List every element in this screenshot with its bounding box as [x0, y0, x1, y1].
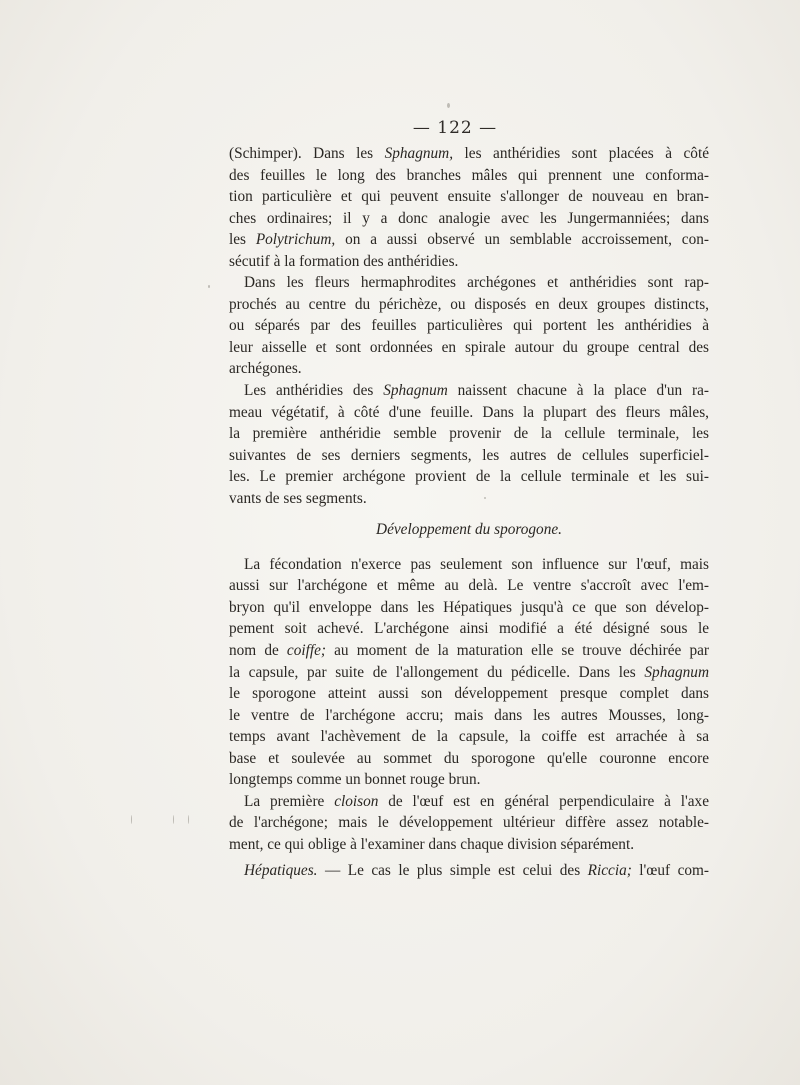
text-line: base et soulevée au sommet du sporogone qu'elle couronne encore: [229, 749, 709, 767]
text-run: La première: [244, 792, 335, 810]
text-line: La fécondation n'exerce pas seulement son influence sur l'œuf, mais: [244, 555, 709, 573]
text-line: archégones.: [229, 360, 302, 378]
text-run: de l'œuf est en général perpendiculaire à l'axe: [378, 792, 709, 810]
speck: [484, 497, 486, 499]
speck: [188, 815, 189, 824]
italic-term: Hépatiques.: [244, 861, 318, 879]
text-line: Dans les fleurs hermaphrodites archégones et anthéridies sont rap-: [244, 274, 709, 292]
text-line: [229, 143, 709, 165]
section-heading: Développement du sporogone.: [376, 521, 562, 539]
body-text: [229, 143, 709, 881]
text-line: [229, 662, 709, 684]
italic-term: Sphagnum,: [384, 145, 454, 162]
text-line: la première anthéridie semble provenir de la cellule terminale, les: [229, 425, 709, 443]
speck: [131, 815, 132, 824]
speck: [173, 815, 174, 824]
text-run: les anthéridies sont placées à côté: [453, 145, 709, 162]
text-run: naissent chacune à la place d'un ra-: [447, 382, 709, 400]
text-line: ment, ce qui oblige à l'examiner dans chaque division séparément.: [229, 835, 635, 853]
italic-term: cloison: [334, 792, 379, 810]
text-line: tion particulière et qui peuvent ensuite s'allonger de nouveau en bran-: [229, 188, 709, 206]
text-line: prochés au centre du périchèze, ou disposés en deux groupes distincts,: [229, 295, 709, 313]
text-line: pement soit achevé. L'archégone ainsi modifié a été désigné sous le: [229, 620, 709, 638]
italic-term: Sphagnum: [644, 663, 709, 681]
page-number: — 122 —: [412, 118, 498, 138]
text-run: (Schimper). Dans les: [229, 145, 385, 162]
italic-term: Sphagnum: [383, 382, 448, 400]
text-run: l'œuf com-: [631, 861, 710, 879]
text-line: [229, 380, 709, 402]
text-line: sécutif à la formation des anthéridies.: [229, 252, 459, 270]
speck: [208, 285, 210, 288]
text-line: [229, 640, 709, 662]
text-line: meau végétatif, à côté d'une feuille. Dans la plupart des fleurs mâles,: [229, 403, 709, 421]
text-run: la capsule, par suite de l'allongement du pédicelle. Dans les: [229, 663, 645, 681]
text-run: les: [229, 231, 256, 249]
text-run: au moment de la maturation elle se trouve déchirée par: [326, 642, 709, 660]
italic-term: coiffe;: [286, 642, 326, 660]
text-line: bryon qu'il enveloppe dans les Hépatiques jusqu'à ce que son dévelop-: [229, 598, 709, 616]
text-line: ou séparés par des feuilles particulières qui portent les anthéridies à: [229, 317, 709, 335]
text-line: longtemps comme un bonnet rouge brun.: [229, 771, 481, 789]
text-line: vants de ses segments.: [229, 489, 367, 507]
text-line: de l'archégone; mais le développement ultérieur diffère assez notable-: [229, 814, 709, 832]
text-line: suivantes de ses derniers segments, les autres de cellules superficiel-: [229, 446, 709, 464]
italic-term: Riccia;: [587, 861, 632, 879]
italic-term: Polytrichum,: [255, 231, 336, 249]
text-line: le ventre de l'archégone accru; mais dans les autres Mousses, long-: [229, 706, 709, 724]
text-line: des feuilles le long des branches mâles qui prennent une conforma-: [229, 166, 709, 184]
text-line: temps avant l'achèvement de la capsule, la coiffe est arrachée à sa: [229, 728, 709, 746]
text-line: les. Le premier archégone provient de la cellule terminale et les sui-: [229, 468, 709, 486]
text-line: [229, 791, 709, 813]
text-line: le sporogone atteint aussi son développement presque complet dans: [229, 685, 709, 703]
text-run: Les anthéridies des: [244, 382, 384, 400]
text-run: on a aussi observé un semblable accroissement, con-: [335, 231, 709, 249]
text-line: ches ordinaires; il y a donc analogie avec les Jungermanniées; dans: [229, 209, 709, 227]
text-line: [229, 860, 709, 882]
speck: [447, 103, 450, 108]
text-run: nom de: [229, 642, 287, 660]
text-run: — Le cas le plus simple est celui des: [317, 861, 588, 879]
text-line: aussi sur l'archégone et même au delà. Le ventre s'accroît avec l'em-: [229, 577, 709, 595]
text-line: leur aisselle et sont ordonnées en spirale autour du groupe central des: [229, 338, 709, 356]
text-line: [229, 229, 709, 251]
